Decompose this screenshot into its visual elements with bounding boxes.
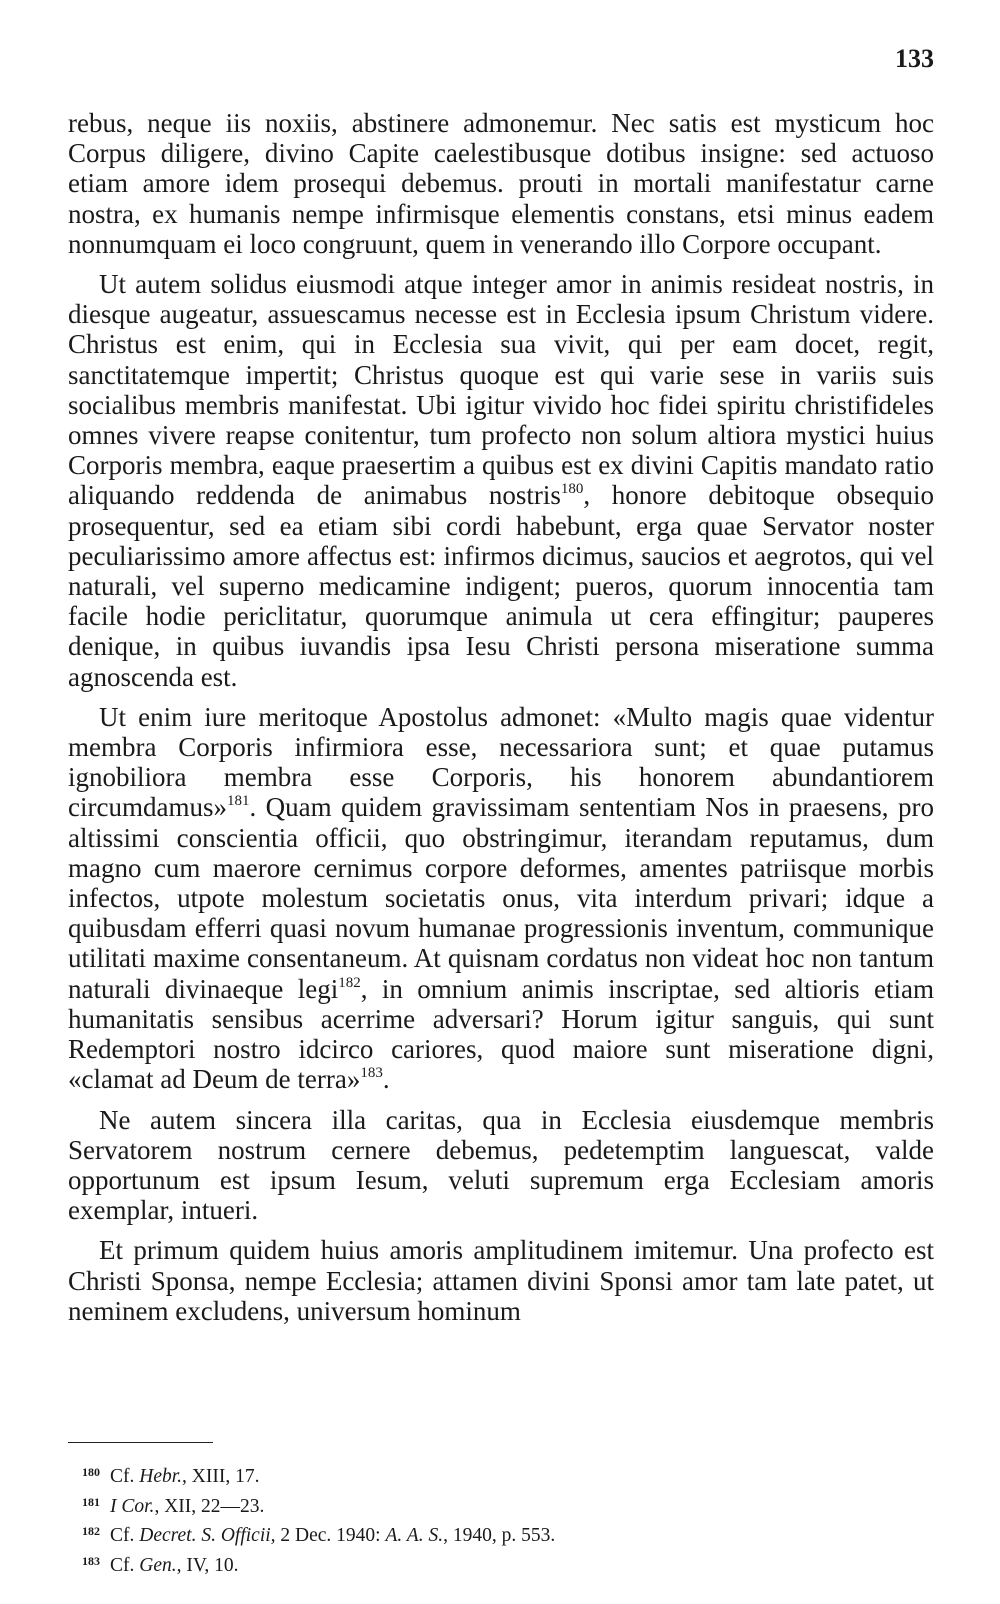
paragraph-2 [68,269,934,692]
paragraph-text: , in omnium animis inscriptae, sed altioris etiam humanitatis sensibus acerrime adversari? Horum igitur sanguis, qui sunt Redemptori nostro idcirco cariores, quod maiore sunt miseratione digni, «clamat ad Deum de terra» [68,973,934,1095]
paragraph-5 [68,1235,934,1326]
footnote-text: , IV, 10. [176,1554,239,1576]
footnote-text: Cf. [110,1554,140,1576]
footnote-number: 180 [82,1465,100,1479]
footnote-180 [82,1460,922,1490]
footnote-text: , XIII, 17. [182,1466,260,1487]
footnote-text: 2 Dec. 1940: [275,1525,386,1546]
footnote-183 [82,1549,922,1579]
footnote-text: , 1940, p. 553. [443,1525,556,1546]
paragraph-text: , honore debitoque obsequio prosequentur, sed ea etiam sibi cordi habebunt, erga quae Servator noster peculiarissimo amore affectus est: infirmos dicimus, saucios et aegrotos, qui vel naturali, vel superno medicamine indigent; pueros, quorum innocentia tam facile hodie periclitatur, quorumque animula ut cera effingitur; pauperes denique, in quibus iuvandis ipsa Iesu Christi persona miseratione summa agnoscenda est. [68,480,934,692]
paragraph-text: . Quam quidem gravissimam sententiam Nos in praesens, pro altissimi conscientia officii, quo obstringimur, iterandam reputamus, dum magno cum maerore cernimus corpore deformes, amentes patriisque morbis infectos, utpote molestum societatis onus, vita interdum privari; idque a quibusdam efferri quasi novum humanae progressionis inventum, communique utilitati maxime consentaneum. At quisnam cordatus non videat hoc non tantum naturali divinaeque legi [68,792,934,1004]
footnote-text: Cf. [110,1466,140,1487]
footnote-ref[interactable]: 180 [560,481,584,498]
paragraph-4 [68,1105,934,1226]
footnote-number: 182 [82,1524,100,1538]
page-number: 133 [895,44,934,73]
footnote-source: I Cor. [110,1495,155,1517]
footnote-181 [82,1490,922,1520]
footnote-source: Decret. S. Officii, [139,1525,276,1546]
paragraph-text: Ut enim iure meritoque Apostolus admonet: «Multo magis quae videntur membra Corporis infirmiora esse, necessariora sunt; et quae putamus ignobiliora membra esse Corporis, his honorem abundantiorem circumdamus» [68,701,934,823]
footnote-source: A. A. S. [385,1525,444,1546]
paragraph-3 [68,702,934,1095]
footnote-divider [68,1442,213,1443]
paragraph-text: Ut autem solidus eiusmodi atque integer amor in animis resideat nostris, in diesque augeatur, assuescamus necesse est in Ecclesia ipsum Christum videre. Christus est enim, qui in Ecclesia sua vivit, qui per eam docet, regit, sanctitatemque impertit; Christus quoque est qui varie sese in variis suis socialibus membris manifestat. Ubi igitur vivido hoc fidei spiritu christifideles omnes vivere reapse conitentur, tum profecto non solum altiora mystici huius Corporis membra, eaque praesertim a quibus est ex divini Capitis mandato ratio aliquando reddenda de animabus nostris [68,269,934,511]
footnote-ref[interactable]: 181 [226,793,250,810]
footnote-ref[interactable]: 182 [338,974,361,991]
footnote-number: 181 [82,1494,100,1509]
footnote-number: 183 [82,1553,100,1568]
footnote-source: Gen. [139,1554,177,1576]
footnote-text: , XII, 22—23. [154,1495,265,1517]
paragraph-text: Ne autem sincera illa caritas, qua in Ecclesia eiusdemque membris Servatorem nostrum cernere debemus, pedetemptim languescat, valde opportunum est ipsum Iesum, veluti supremum erga Ecclesiam amoris exemplar, intueri. [68,1104,934,1226]
paragraph-1 [68,108,934,259]
paragraph-text: . [382,1064,390,1095]
footnote-182 [82,1519,922,1549]
body-text [68,108,934,1336]
paragraph-text: Et primum quidem huius amoris amplitudinem imitemur. Una profecto est Christi Sponsa, nempe Ecclesia; attamen divini Sponsi amor tam late patet, ut neminem excludens, universum hominum [68,1235,934,1326]
footnote-ref[interactable]: 183 [360,1065,383,1082]
footnote-source: Hebr. [139,1466,183,1487]
footnotes [82,1460,922,1578]
paragraph-text: rebus, neque iis noxiis, abstinere admonemur. Nec satis est mysticum hoc Corpus diligere, divino Capite caelestibusque dotibus insigne: sed actuoso etiam amore idem prosequi debemus. prouti in mortali manifestatur carne nostra, ex humanis nempe infirmisque elementis constans, etsi minus eadem nonnumquam ei loco congruunt, quem in venerando illo Corpore occupant. [68,108,934,259]
footnote-text: Cf. [110,1525,140,1546]
